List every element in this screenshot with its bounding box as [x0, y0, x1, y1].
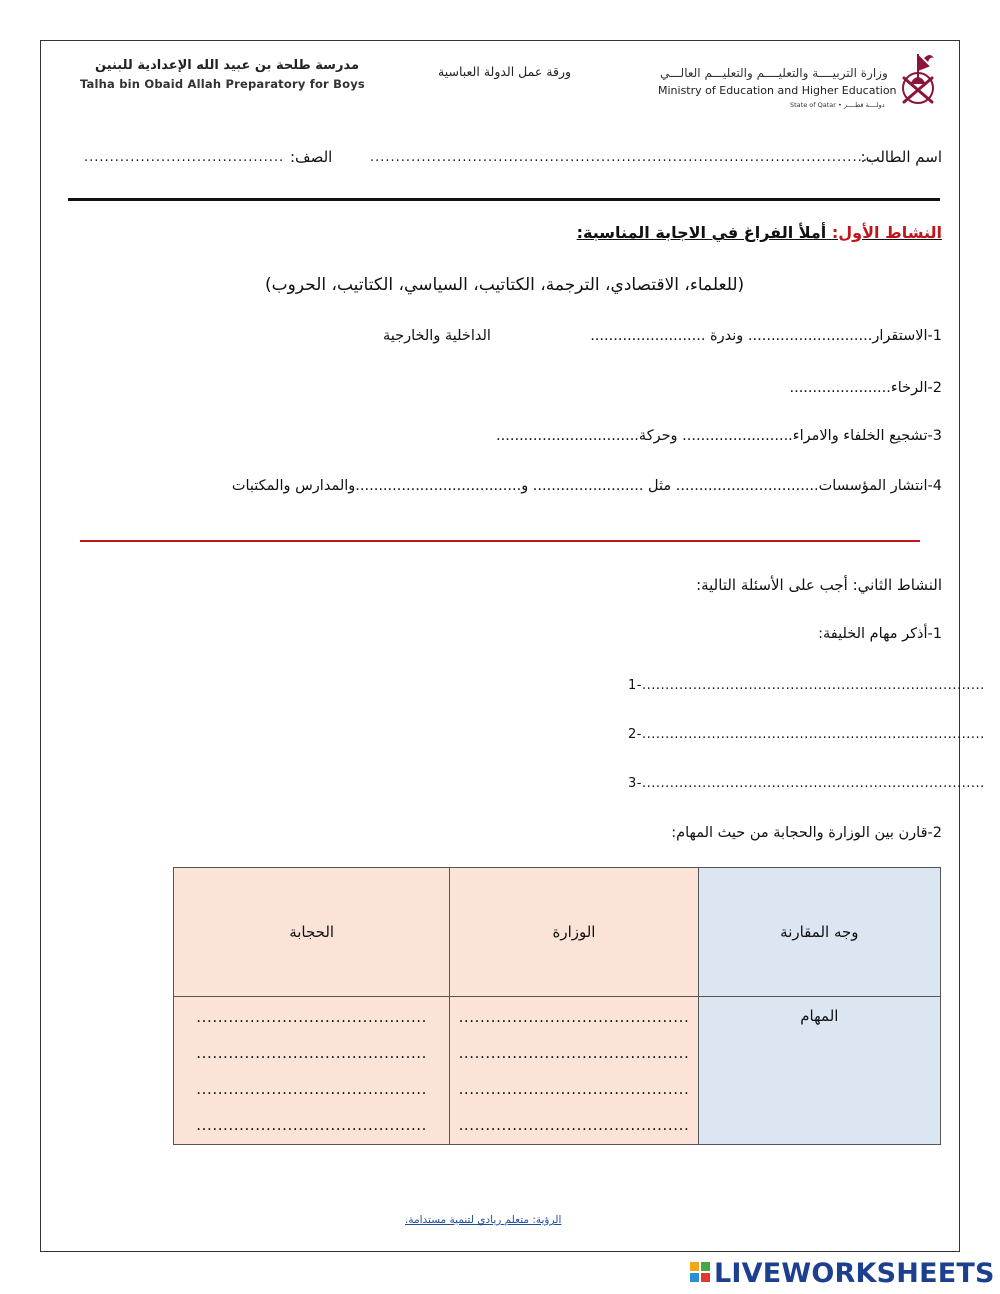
answer-dots[interactable]: ...........................................: [458, 1079, 690, 1098]
vision-statement[interactable]: الرؤية: متعلم ريادي لتنمية مستدامة.: [405, 1214, 562, 1226]
activity1-instruction: أملأ الفراغ في الاجابة المناسبة:: [576, 223, 827, 242]
answer-line-2[interactable]: 2-..........................................................................: [628, 727, 985, 742]
activity1-heading: [577, 223, 942, 242]
table-header-row: [174, 868, 941, 997]
answer-dots[interactable]: ...........................................: [458, 1043, 690, 1062]
school-name-en: Talha bin Obaid Allah Preparatory for Boys: [80, 77, 365, 91]
answer-line-3[interactable]: 3-..........................................................................: [628, 776, 985, 791]
header-comparison-aspect: وجه المقارنة: [698, 868, 940, 997]
answer-dots[interactable]: ...........................................: [196, 1115, 428, 1134]
activity1-item-1-suffix: الداخلية والخارجية: [383, 328, 491, 344]
activity1-item-2[interactable]: 2-الرخاء......................: [789, 380, 942, 396]
hijaba-answer-cell[interactable]: [174, 997, 450, 1145]
state-of-qatar: State of Qatar • دولــــة قطــــر: [790, 101, 885, 109]
class-field[interactable]: .......................................: [84, 150, 285, 165]
activity1-label: النشاط الأول:: [831, 223, 942, 242]
answer-line-1[interactable]: 1-..........................................................................: [628, 678, 985, 693]
table-row: [174, 997, 941, 1145]
activity2-question-1: 1-أذكر مهام الخليفة:: [818, 626, 942, 642]
liveworksheets-logo-icon: [690, 1262, 710, 1282]
school-name-ar: مدرسة طلحة بن عبيد الله الإعدادية للبنين: [95, 58, 360, 73]
liveworksheets-brand[interactable]: LIVEWORKSHEETS: [714, 1258, 995, 1289]
word-bank: (للعلماء، الاقتصادي، الترجمة، الكتاتيب، السياسي، الكتاتيب، الحروب): [265, 275, 745, 295]
ministry-name-ar: وزارة التربيــــة والتعليــــم والتعليـــم العالـــي: [660, 66, 888, 80]
qatar-emblem-icon: [894, 48, 942, 110]
activity2-question-2: 2-قارن بين الوزارة والحجابة من حيث المهام:: [671, 825, 942, 841]
wizara-answer-cell[interactable]: [450, 997, 698, 1145]
student-name-field[interactable]: ...................................................................................................: [370, 150, 879, 165]
class-label: الصف:: [290, 148, 333, 166]
activity1-item-3[interactable]: 3-تشجيع الخلفاء والامراء........................ وحركة...............................: [496, 428, 942, 444]
row-label-tasks: المهام: [698, 997, 940, 1145]
answer-dots[interactable]: ...........................................: [196, 1079, 428, 1098]
activity1-item-4[interactable]: 4-انتشار المؤسسات............................... مثل ........................ و....................................والمدارس والمكتبات: [231, 478, 942, 494]
divider-black: [68, 198, 940, 201]
header-wizara: الوزارة: [450, 868, 698, 997]
student-name-label: اسم الطالب:: [860, 148, 942, 166]
ministry-name-en: Ministry of Education and Higher Education: [658, 84, 897, 97]
divider-red: [80, 540, 920, 542]
worksheet-title: ورقة عمل الدولة العباسية: [438, 64, 572, 79]
answer-dots[interactable]: ...........................................: [458, 1115, 690, 1134]
answer-dots[interactable]: ...........................................: [196, 1043, 428, 1062]
header-hijaba: الحجابة: [174, 868, 450, 997]
activity1-item-1[interactable]: 1-الاستقرار........................... وندرة .........................: [590, 328, 942, 344]
activity2-title: النشاط الثاني: أجب على الأسئلة التالية:: [696, 576, 942, 594]
comparison-table: [173, 867, 941, 1145]
answer-dots[interactable]: ...........................................: [196, 1007, 428, 1026]
answer-dots[interactable]: ...........................................: [458, 1007, 690, 1026]
